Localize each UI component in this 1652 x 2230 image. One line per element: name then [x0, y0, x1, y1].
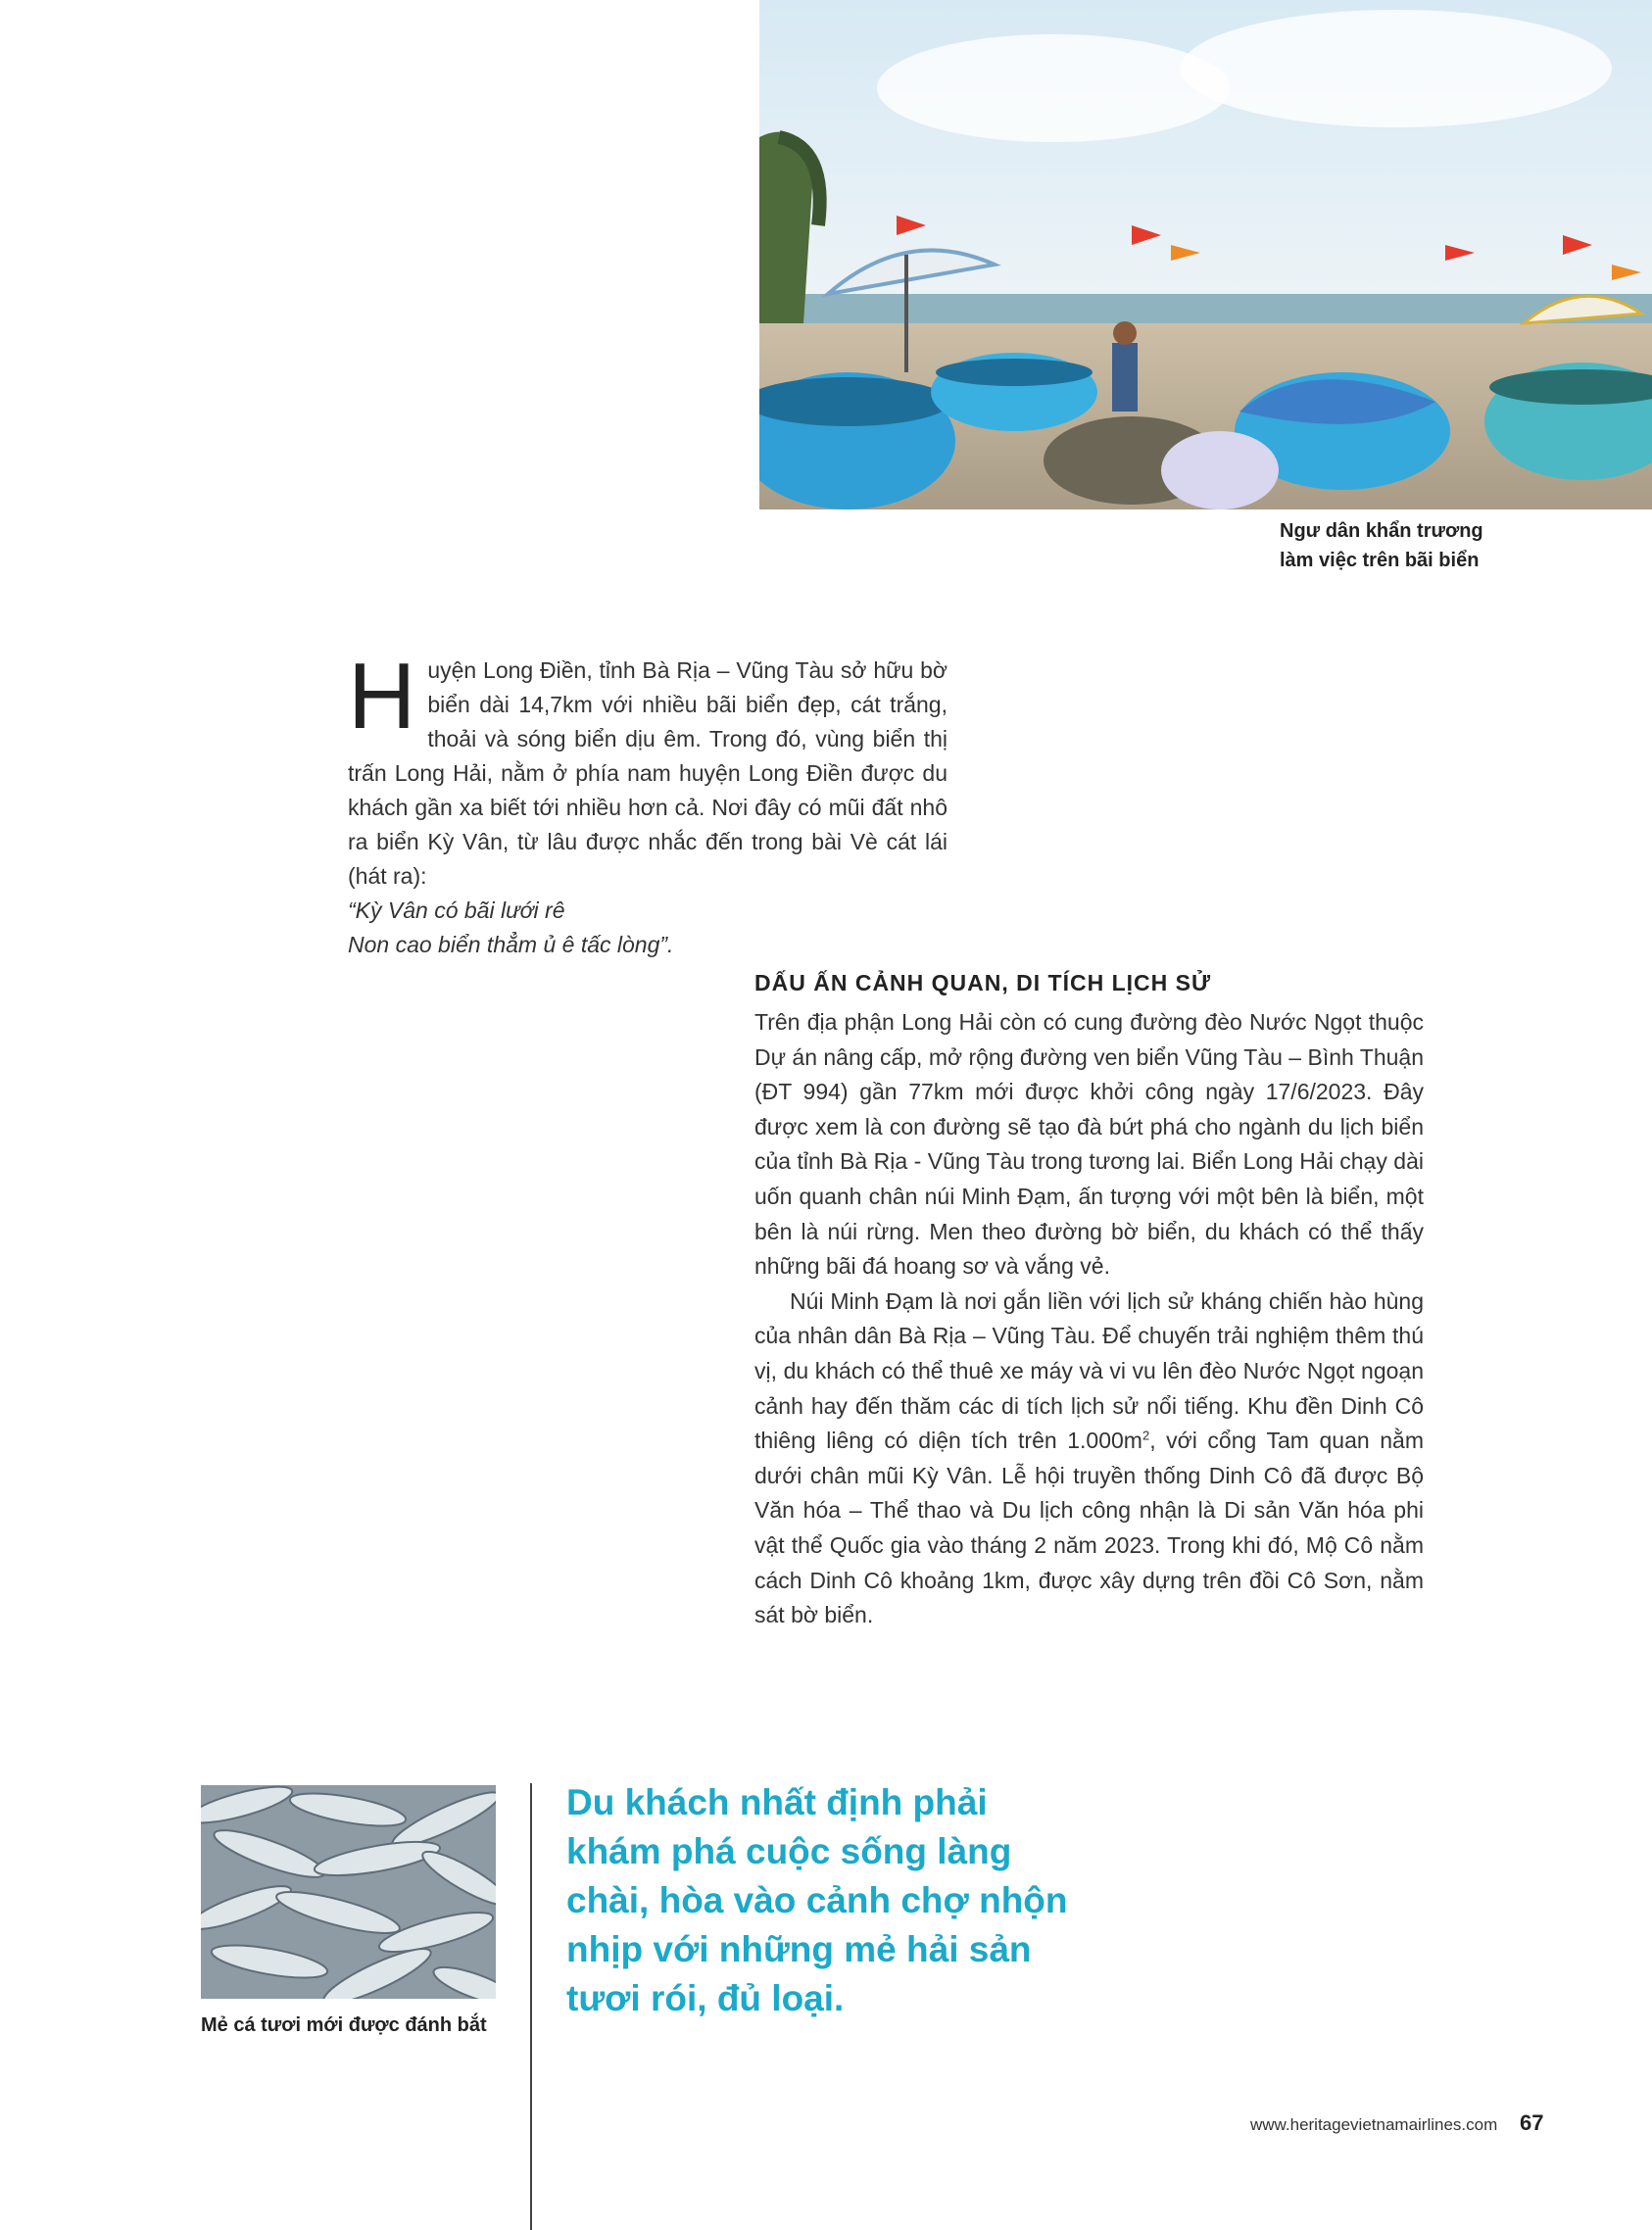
paragraph-2-part-a: Núi Minh Đạm là nơi gắn liền với lịch sử kháng chiến hào hùng của nhân dân Bà Rịa – Vũng Tàu. Để chuyến trải nghiệm thêm thú vị, du khách có thể thuê xe máy và vi vu lên đèo Nước Ngọt ngoạn cảnh hay đến thăm các di tích lịch sử nổi tiếng. Khu đền Dinh Cô thiêng liêng có diện tích trên 1.000m: [754, 1287, 1424, 1454]
section-paragraph-1: Trên địa phận Long Hải còn có cung đường đèo Nước Ngọt thuộc Dự án nâng cấp, mở rộng đường ven biển Vũng Tàu – Bình Thuận (ĐT 994) gần 77km mới được khởi công ngày 17/6/2023. Đây được xem là con đường sẽ tạo đà bứt phá cho ngành du lịch biển của tỉnh Bà Rịa - Vũng Tàu trong tương lai. Biển Long Hải chạy dài uốn quanh chân núi Minh Đạm, ấn tượng với một bên là biển, một bên là núi rừng. Men theo đường bờ biển, du khách có thể thấy những bãi đá hoang sơ và vắng vẻ.: [754, 1009, 1424, 1280]
paragraph-2-part-b: , với cổng Tam quan nằm dưới chân mũi Kỳ Vân. Lễ hội truyền thống Dinh Cô đã được Bộ Văn hóa – Thể thao và Du lịch công nhận là Di sản Văn hóa phi vật thể Quốc gia vào tháng 2 năm 2023. Trong khi đó, Mộ Cô nằm cách Dinh Cô khoảng 1km, được xây dựng trên đồi Cô Sơn, nằm sát bờ biển.: [754, 1428, 1424, 1628]
pull-quote: Du khách nhất định phải khám phá cuộc sống làng chài, hòa vào cảnh chợ nhộn nhịp với những mẻ hải sản tươi rói, đủ loại.: [566, 1782, 1068, 2018]
vertical-divider: [530, 1783, 532, 2230]
drop-cap: H: [348, 644, 416, 749]
verse-line-2: Non cao biển thẳm ủ ê tấc lòng”.: [348, 932, 674, 957]
verse-line-1: “Kỳ Vân có bãi lưới rê: [348, 897, 565, 923]
fish-photo: [201, 1785, 496, 1999]
intro-text: uyện Long Điền, tỉnh Bà Rịa – Vũng Tàu sở hữu bờ biển dài 14,7km với nhiều bãi biển đẹp, cát trắng, thoải và sóng biển dịu êm. Trong đó, vùng biển thị trấn Long Hải, nằm ở phía nam huyện Long Điền được du khách gần xa biết tới nhiều hơn cả. Nơi đây có mũi đất nhô ra biển Kỳ Vân, từ lâu được nhắc đến trong bài Vè cát lái (hát ra):: [348, 657, 947, 889]
top-photo-caption: Ngư dân khẩn trương làm việc trên bãi biển: [1280, 520, 1483, 571]
superscript-2: 2: [1142, 1428, 1150, 1443]
page-number: 67: [1520, 2110, 1544, 2135]
fishing-beach-illustration: [759, 0, 1652, 509]
footer-url: www.heritagevietnamairlines.com: [1250, 2115, 1498, 2134]
section-body: [754, 1005, 1424, 1633]
fish-photo-caption: Mẻ cá tươi mới được đánh bắt: [201, 2014, 487, 2036]
fish-pile-illustration: [201, 1785, 496, 1999]
intro-column: [348, 644, 947, 962]
intro-paragraph: [348, 644, 947, 894]
section-title: DẤU ẤN CẢNH QUAN, DI TÍCH LỊCH SỬ: [754, 970, 1212, 995]
hero-photo: [759, 0, 1652, 509]
section-paragraph-2: [754, 1285, 1424, 1633]
